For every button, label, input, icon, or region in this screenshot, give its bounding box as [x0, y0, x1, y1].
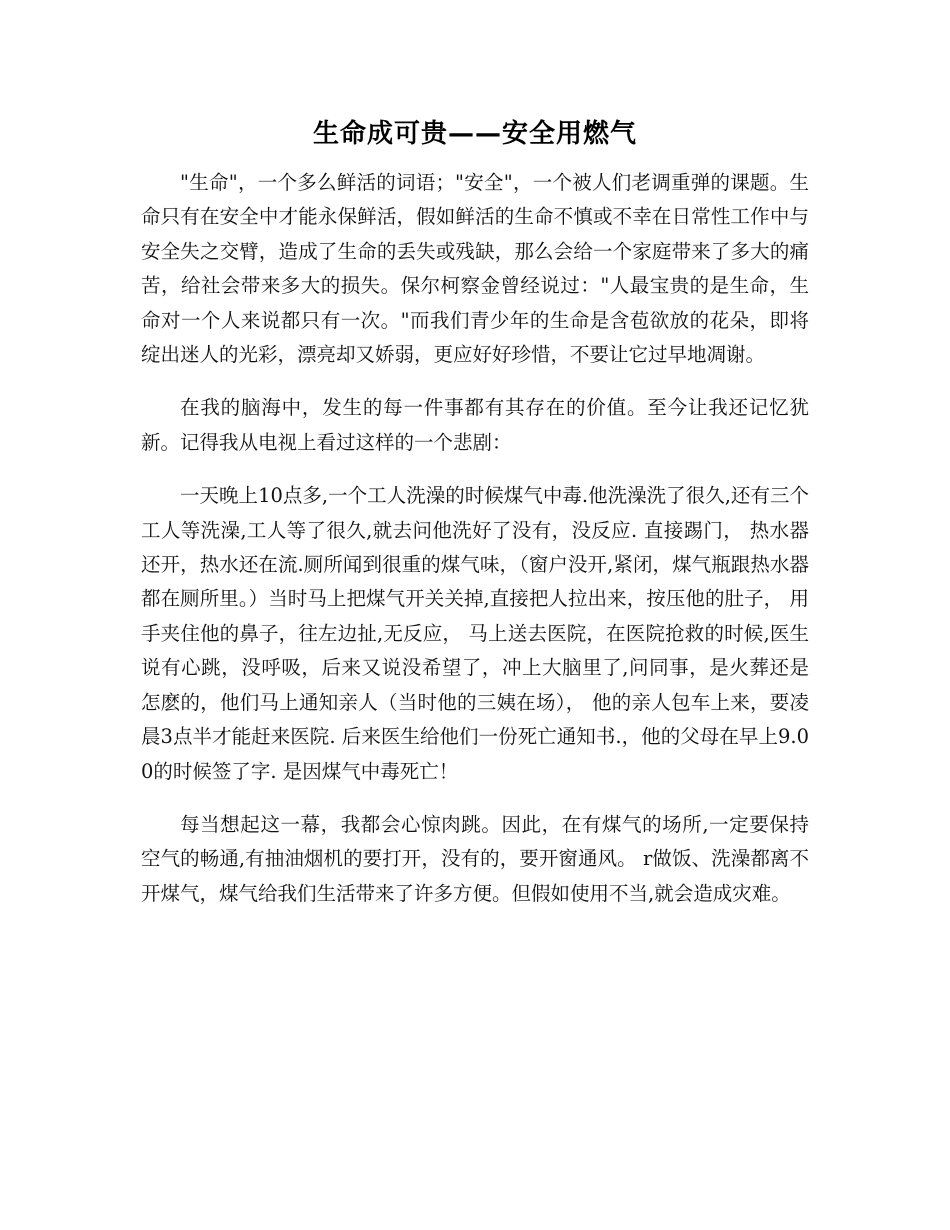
paragraph-story: 一天晚上10点多,一个工人洗澡的时候煤气中毒.他洗澡洗了很久,还有三个工人等洗澡,工人等了很久,就去问他洗好了没有，没反应. 直接踢门， 热水器还开，热水还在流.厕所闻到很重的煤气味，（窗户没开,紧闭，煤气瓶跟热水器都在厕所里。）当时马上把煤气开关关掉,直接把人拉出来，按压他的肚子， 用手夹住他的鼻子，往左边扯,无反应， 马上送去医院，在医院抢救的时候,医生说有心跳，没呼吸，后来又说没希望了，冲上大脑里了,问同事，是火葬还是怎麽的，他们马上通知亲人（当时他的三姨在场）， 他的亲人包车上来，要凌晨3点半才能赶来医院. 后来医生给他们一份死亡通知书.，他的父母在早上9.00的时候签了字. 是因煤气中毒死亡！: [141, 484, 809, 783]
document-title: 生命成可贵——安全用燃气: [312, 119, 637, 149]
paragraph-intro: "生命"，一个多么鲜活的词语；"安全"，一个被人们老调重弹的课题。生命只有在安全中才能永保鲜活，假如鲜活的生命不慎或不幸在日常性工作中与安全失之交臂，造成了生命的丢失或残缺，那么会给一个家庭带来了多大的痛苦，给社会带来多大的损失。保尔柯察金曾经说过："人最宝贵的是生命，生命对一个人来说都只有一次。"而我们青少年的生命是含苞欲放的花朵，即将绽出迷人的光彩，漂亮却又娇弱，更应好好珍惜，不要让它过早地凋谢。: [141, 171, 809, 367]
paragraph-memory: 在我的脑海中，发生的每一件事都有其存在的价值。至今让我还记忆犹新。记得我从电视上看过这样的一个悲剧：: [141, 396, 809, 454]
paragraph-conclusion: 每当想起这一幕，我都会心惊肉跳。因此，在有煤气的场所,一定要保持空气的畅通,有抽油烟机的要打开，没有的，要开窗通风。 r做饭、洗澡都离不开煤气，煤气给我们生活带来了许多方便。但假如使用不当,就会造成灾难。: [141, 812, 809, 905]
document-body: [141, 104, 809, 911]
